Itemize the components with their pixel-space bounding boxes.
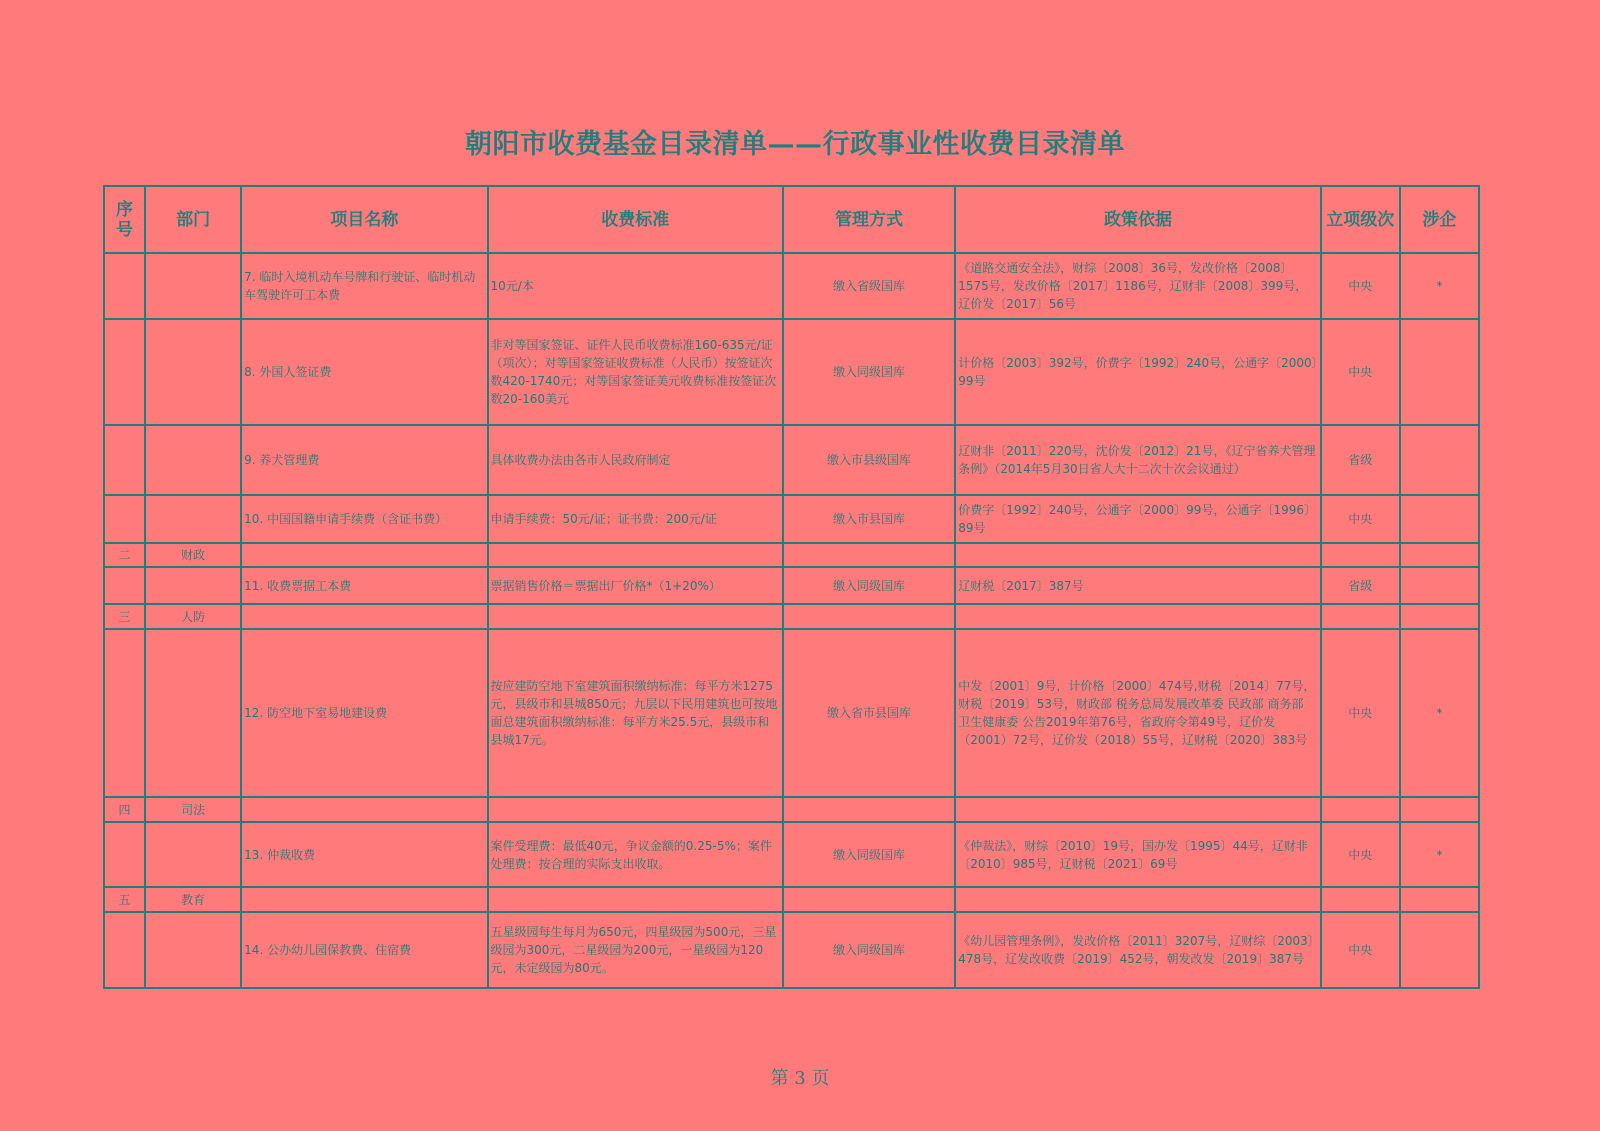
cell-dept [145,425,241,495]
cell-item: 7. 临时入境机动车号牌和行驶证、临时机动车驾驶许可工本费 [241,253,487,319]
cell-management: 缴入省级国库 [783,253,955,319]
header-enterprise: 涉企 [1400,186,1479,253]
cell-seq [104,567,145,604]
cell-item: 8. 外国人签证费 [241,319,487,425]
cell-standard [488,797,783,822]
cell-dept [145,319,241,425]
cell-standard: 非对等国家签证、证件人民币收费标准160-635元/证（项次）；对等国家签证收费标准（人民币）按签证次数420-1740元；对等国家签证美元收费标准按签证次数20-160美元 [488,319,783,425]
table-row [104,319,1479,425]
cell-seq [104,425,145,495]
cell-level [1321,797,1400,822]
cell-standard: 10元/本 [488,253,783,319]
cell-item: 13. 仲裁收费 [241,822,487,887]
cell-standard: 票据销售价格＝票据出厂价格*（1+20%） [488,567,783,604]
header-policy: 政策依据 [955,186,1321,253]
cell-seq [104,629,145,797]
cell-standard: 案件受理费：最低40元，争议金额的0.25-5%；案件处理费：按合理的实际支出收取。 [488,822,783,887]
cell-seq [104,822,145,887]
cell-dept: 教育 [145,887,241,912]
cell-dept [145,495,241,543]
cell-level [1321,604,1400,629]
cell-level: 中央 [1321,822,1400,887]
cell-item: 11. 收费票据工本费 [241,567,487,604]
header-level: 立项级次 [1321,186,1400,253]
cell-policy: 《道路交通安全法》，财综〔2008〕36号，发改价格〔2008〕1575号，发改价格〔2017〕1186号，辽财非〔2008〕399号，辽价发〔2017〕56号 [955,253,1321,319]
cell-policy: 《仲裁法》，财综〔2010〕19号，国办发〔1995〕44号，辽财非〔2010〕985号，辽财税〔2021〕69号 [955,822,1321,887]
table-row [104,912,1479,988]
table-row [104,822,1479,887]
cell-item: 14. 公办幼儿园保教费、住宿费 [241,912,487,988]
cell-level: 中央 [1321,319,1400,425]
table-row [104,887,1479,912]
cell-seq: 四 [104,797,145,822]
cell-level [1321,543,1400,567]
cell-dept: 司法 [145,797,241,822]
cell-management: 缴入同级国库 [783,912,955,988]
cell-management: 缴入同级国库 [783,319,955,425]
cell-policy: 辽财非〔2011〕220号，沈价发〔2012〕21号，《辽宁省养犬管理条例》（2014年5月30日省人大十二次十次会议通过） [955,425,1321,495]
cell-standard [488,543,783,567]
header-management: 管理方式 [783,186,955,253]
cell-dept: 财政 [145,543,241,567]
cell-management [783,543,955,567]
cell-policy: 《幼儿园管理条例》，发改价格〔2011〕3207号，辽财综〔2003〕478号，辽发改收费〔2019〕452号，朝发改发〔2019〕387号 [955,912,1321,988]
cell-item [241,797,487,822]
table-row [104,253,1479,319]
cell-policy [955,797,1321,822]
cell-dept [145,253,241,319]
header-seq: 序号 [104,186,145,253]
cell-level: 中央 [1321,495,1400,543]
cell-standard: 申请手续费：50元/证；证书费：200元/证 [488,495,783,543]
cell-item [241,604,487,629]
cell-enterprise [1400,319,1479,425]
table-row [104,425,1479,495]
cell-policy [955,543,1321,567]
table-row [104,629,1479,797]
cell-management [783,604,955,629]
header-standard: 收费标准 [488,186,783,253]
cell-seq: 五 [104,887,145,912]
cell-management: 缴入市县级国库 [783,425,955,495]
cell-enterprise [1400,495,1479,543]
cell-management: 缴入省市县国库 [783,629,955,797]
fee-catalog-table [103,185,1480,989]
cell-level: 中央 [1321,912,1400,988]
cell-item: 9. 养犬管理费 [241,425,487,495]
cell-standard [488,604,783,629]
cell-policy: 计价格〔2003〕392号，价费字〔1992〕240号，公通字〔2000〕99号 [955,319,1321,425]
cell-item: 12. 防空地下室易地建设费 [241,629,487,797]
page-title: 朝阳市收费基金目录清单——行政事业性收费目录清单 [465,129,1125,160]
cell-enterprise [1400,567,1479,604]
cell-dept [145,822,241,887]
cell-enterprise [1400,912,1479,988]
cell-policy [955,604,1321,629]
cell-seq: 二 [104,543,145,567]
cell-seq [104,253,145,319]
cell-enterprise [1400,425,1479,495]
cell-management: 缴入同级国库 [783,567,955,604]
cell-level: 省级 [1321,425,1400,495]
cell-level [1321,887,1400,912]
cell-management [783,797,955,822]
cell-policy [955,887,1321,912]
table-header-row [104,186,1479,253]
table-row [104,543,1479,567]
header-item: 项目名称 [241,186,487,253]
cell-management [783,887,955,912]
cell-policy: 辽财税〔2017〕387号 [955,567,1321,604]
cell-enterprise [1400,887,1479,912]
cell-standard: 五星级园每生每月为650元，四星级园为500元，三星级园为300元，二星级园为200元，一星级园为120元，未定级园为80元。 [488,912,783,988]
cell-enterprise: * [1400,253,1479,319]
cell-item: 10. 中国国籍申请手续费（含证书费） [241,495,487,543]
cell-dept: 人防 [145,604,241,629]
cell-seq [104,319,145,425]
table-row [104,604,1479,629]
cell-management: 缴入同级国库 [783,822,955,887]
cell-seq [104,912,145,988]
cell-enterprise [1400,797,1479,822]
cell-enterprise [1400,604,1479,629]
cell-level: 中央 [1321,629,1400,797]
cell-dept [145,912,241,988]
cell-seq: 三 [104,604,145,629]
cell-standard [488,887,783,912]
cell-standard: 按应建防空地下室建筑面积缴纳标准：每平方米1275元，县级市和县城850元；九层以下民用建筑也可按地面总建筑面积缴纳标准：每平方米25.5元，县级市和县城17元。 [488,629,783,797]
table-row [104,567,1479,604]
cell-level: 中央 [1321,253,1400,319]
cell-enterprise: * [1400,822,1479,887]
cell-policy: 中发〔2001〕9号，计价格〔2000〕474号,财税〔2014〕77号，财税〔2019〕53号，财政部 税务总局发展改革委 民政部 商务部 卫生健康委 公告2019年第76号，省政府令第49号，辽价发（2001）72号，辽价发（2018）55号，辽财税〔2020〕383号 [955,629,1321,797]
cell-seq [104,495,145,543]
cell-dept [145,629,241,797]
cell-level: 省级 [1321,567,1400,604]
cell-standard: 具体收费办法由各市人民政府制定 [488,425,783,495]
cell-policy: 价费字〔1992〕240号，公通字〔2000〕99号，公通字〔1996〕89号 [955,495,1321,543]
cell-item [241,887,487,912]
cell-enterprise [1400,543,1479,567]
header-dept: 部门 [145,186,241,253]
cell-management: 缴入市县国库 [783,495,955,543]
cell-enterprise: * [1400,629,1479,797]
table-row [104,797,1479,822]
cell-dept [145,567,241,604]
cell-item [241,543,487,567]
table-row [104,495,1479,543]
page-number: 第 3 页 [770,1068,830,1089]
